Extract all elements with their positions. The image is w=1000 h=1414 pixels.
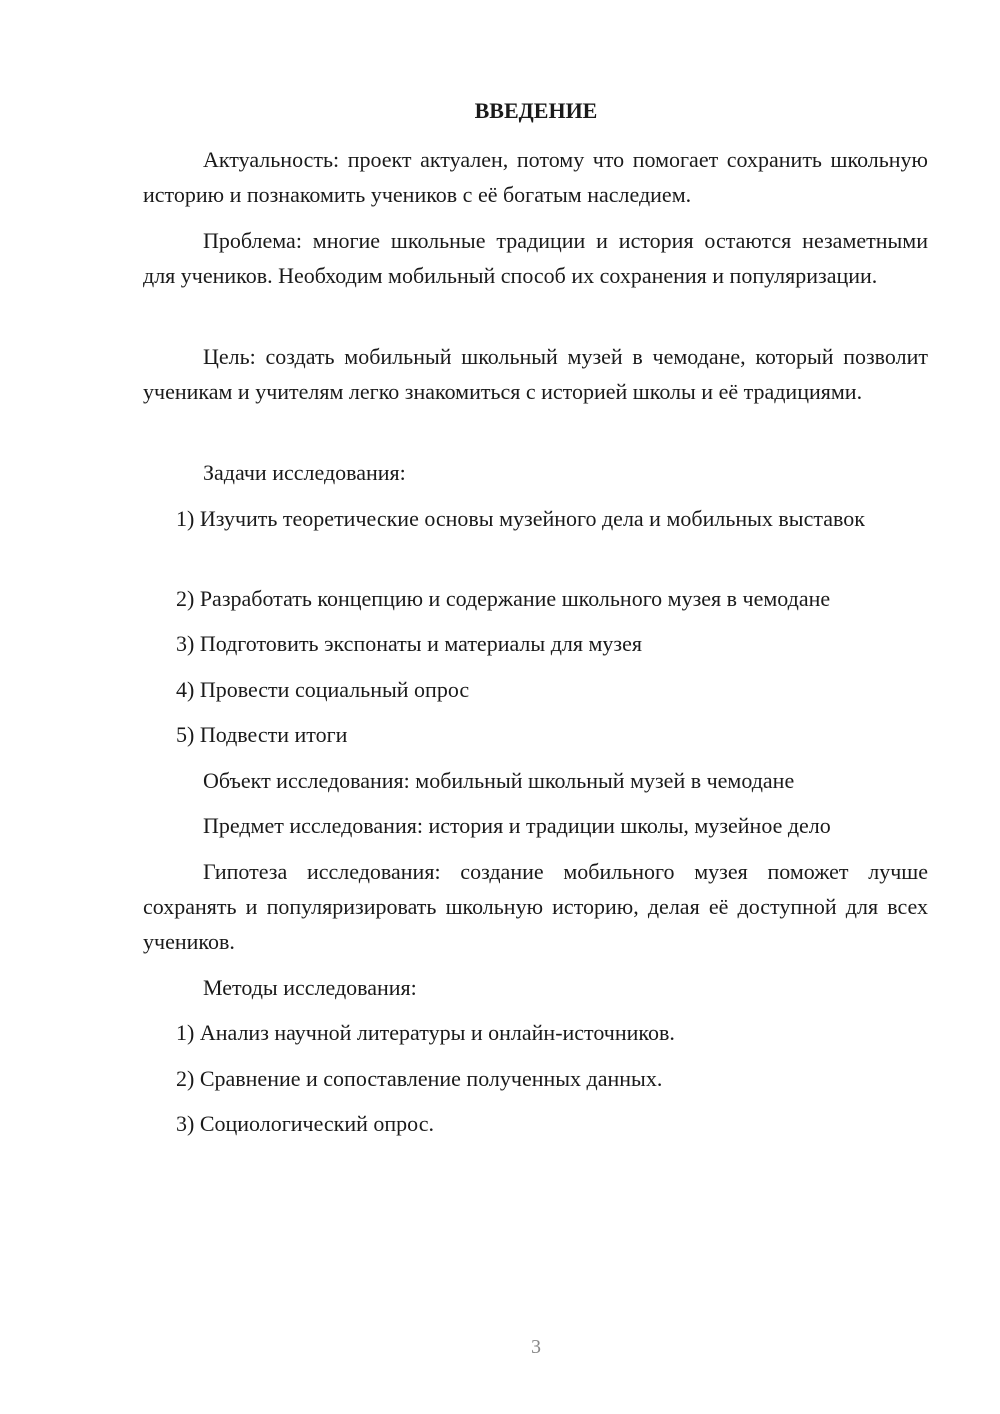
page-number: 3 [531,1336,541,1358]
task-item-2: 2) Разработать концепцию и содержание школьного музея в чемодане [176,586,831,611]
task-item-1: 1) Изучить теоретические основы музейного дела и мобильных выставок [176,506,865,531]
task-item-3: 3) Подготовить экспонаты и материалы для музея [176,631,642,656]
relevance-paragraph: Актуальность: проект актуален, потому что помогает сохранить школьную историю и познакомить учеников с её богатым наследием. [143,147,928,207]
object-paragraph: Объект исследования: мобильный школьный музей в чемодане [203,768,795,793]
problem-paragraph: Проблема: многие школьные традиции и история остаются незаметными для учеников. Необходим мобильный способ их сохранения и популяризации. [143,228,928,288]
task-item-5: 5) Подвести итоги [176,722,348,747]
method-item-3: 3) Социологический опрос. [176,1111,434,1136]
subject-paragraph: Предмет исследования: история и традиции школы, музейное дело [203,813,831,838]
section-title: ВВЕДЕНИЕ [474,98,598,123]
goal-paragraph: Цель: создать мобильный школьный музей в чемодане, который позволит ученикам и учителям легко знакомиться с историей школы и её традициями. [143,344,928,404]
method-item-2: 2) Сравнение и сопоставление полученных данных. [176,1066,663,1091]
method-item-1: 1) Анализ научной литературы и онлайн-источников. [176,1020,675,1045]
tasks-heading: Задачи исследования: [203,460,406,485]
methods-heading: Методы исследования: [203,975,417,1000]
task-item-4: 4) Провести социальный опрос [176,677,470,702]
hypothesis-paragraph: Гипотеза исследования: создание мобильного музея поможет лучше сохранять и популяризировать школьную историю, делая её доступной для всех учеников. [143,859,928,954]
